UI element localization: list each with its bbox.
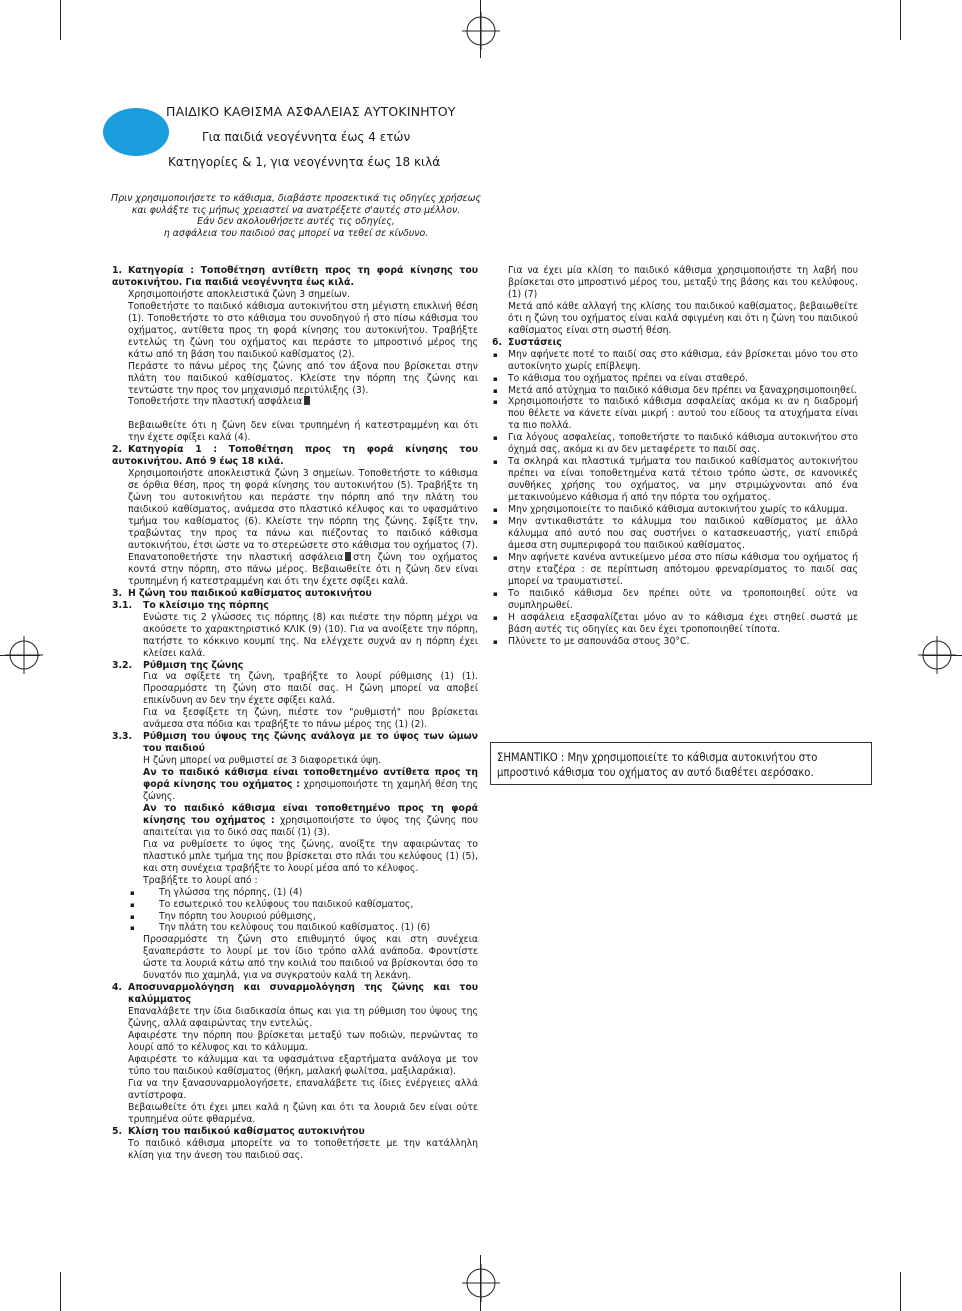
section-number: 3.3.	[112, 731, 133, 743]
section-number: 5.	[112, 1125, 123, 1137]
language-tab-marker	[103, 108, 169, 156]
list-item: ▪ Μην αφήνετε κανένα αντικείμενο μέσα στο πίσω κάθισμα του οχήματος ή στην εταζέρα : σε περίπτωση απότομου φρεναρίσματος το παιδί σας μπορεί να τραυματιστεί.	[492, 552, 858, 588]
registration-mark-bottom	[462, 1264, 500, 1302]
section-3-1-heading: Το κλείσιμο της πόρπης	[143, 599, 269, 611]
list-item: ▪ Μην αφήνετε ποτέ το παιδί σας στο κάθισμα, εάν βρίσκεται μόνο του στο αυτοκίνητο χωρίς επίβλεψη.	[492, 349, 858, 373]
section-3-2-heading: Ρύθμιση της ζώνης	[143, 659, 244, 671]
paragraph: Χρησιμοποιήστε αποκλειστικά ζώνη 3 σημείων.	[128, 288, 350, 300]
right-column	[492, 265, 858, 648]
intro-warning	[106, 193, 486, 239]
list-item: ▪ Μην αντικαθιστάτε το κάλυμμα του παιδικού καθίσματος με άλλο κάλυμμα από αυτό που σας συστήνει ο κατασκευαστής, γιατί επιδρά άμεσα στη συμπεριφορά του παιδικού καθίσματος.	[492, 516, 858, 552]
section-1-heading: Κατηγορία : Τοποθέτηση αντίθετη προς τη φορά κίνησης του αυτοκινήτου. Για παιδιά νεογέννητα έως κιλά.	[112, 265, 478, 288]
paragraph: Αφαιρέστε την πόρπη που βρίσκεται μεταξύ των ποδιών, περνώντας το λουρί από το κέλυφος και το κάλυμμα.	[128, 1030, 478, 1053]
list-item: ▪ Τη γλώσσα της πόρπης, (1) (4)	[112, 887, 478, 899]
trim-line	[900, 0, 901, 40]
list-item: ▪ Μετά από ατύχημα το παιδικό κάθισμα δεν πρέπει να ξαναχρησιμοποιηθεί.	[492, 385, 858, 397]
paragraph: χρησιμοποιήστε τη χαμηλή θέση της ζώνης.	[143, 779, 478, 802]
plastic-clip-icon	[345, 552, 351, 561]
registration-mark-right	[918, 636, 956, 674]
list-item: ▪ Τα σκληρά και πλαστικά τμήματα του παιδικού καθίσματος αυτοκινήτου πρέπει να είναι τοποθετημένα κατά τέτοιο τρόπο ώστε, σε κανονικές συνθήκες χρήσης του οχήματος, να μην στριμώχνονται από ένα μετακινούμενο κάθισμα ή από την πόρτα του οχήματος.	[492, 456, 858, 504]
intro-line: η ασφάλεια του παιδιού σας μπορεί να τεθεί σε κίνδυνο.	[163, 227, 429, 239]
section-4-heading: Αποσυναρμολόγηση και συναρμολόγηση της ζώνης και του καλύμματος	[128, 982, 478, 1006]
list-item: ▪ Η ασφάλεια εξασφαλίζεται μόνο αν το κάθισμα έχει στηθεί σωστά με βάση αυτές τις οδηγίες και δεν έχει τροποποιηθεί τίποτα.	[492, 612, 858, 636]
list-item: ▪ Το εσωτερικό του κελύφους του παιδικού καθίσματος,	[112, 899, 478, 911]
paragraph: Βεβαιωθείτε ότι έχει μπει καλά η ζώνη και ότι τα λουριά δεν είναι ούτε τρυπημένα ούτε φθαρμένα.	[128, 1101, 478, 1125]
category-line: Κατηγορίες & 1, για νεογέννητα έως 18 κιλά	[168, 155, 441, 169]
section-number: 3.1.	[112, 599, 133, 611]
paragraph: Ενώστε τις 2 γλώσσες τις πόρπης (8) και πιέστε την πόρπη μέχρι να ακούσετε το χαρακτηριστικό ΚΛΙΚ (9) (10). Για να ανοίξετε την πόρπη, πατήστε το κόκκινο κουμπί της. Να ελέγχετε συχνά αν η πόρπη έχει κλείσει καλά.	[143, 611, 478, 659]
paragraph: Βεβαιωθείτε ότι η ζώνη δεν είναι τρυπημένη ή κατεστραμμένη και ότι την έχετε σφίξει καλά (4).	[128, 420, 478, 444]
trim-line	[900, 1272, 901, 1311]
section-2-heading: Κατηγορία 1 : Τοποθέτηση προς τη φορά κίνησης του αυτοκινήτου. Από 9 έως 18 κιλά.	[112, 444, 478, 468]
important-notice-text: ΣΗΜΑΝΤΙΚΟ : Μην χρησιμοποιείτε το κάθισμα αυτοκινήτου στο μπροστινό κάθισμα του οχήματος αν αυτό διαθέτει αερόσακο.	[497, 751, 818, 779]
section-number: 4.	[112, 982, 123, 994]
section-3-heading: Η ζώνη του παιδικού καθίσματος αυτοκινήτου	[128, 587, 372, 599]
paragraph: στη ζώνη του οχήματος κοντά στην πόρπη, στο πάνω μέρος. Βεβαιωθείτε ότι η ζώνη δεν είναι τρυπημένη ή κατεστραμμένη και ότι την έχετε σφίξει καλά.	[128, 551, 478, 587]
bold-lead: Αν το παιδικό κάθισμα είναι τοποθετημένο αντίθετα προς τη φορά κίνησης του οχήματος :	[143, 767, 478, 791]
section-number: 3.2.	[112, 659, 133, 671]
list-item: ▪ Χρησιμοποιήστε το παιδικό κάθισμα ασφαλείας ακόμα κι αν η διαδρομή που θέλετε να κάνετε είναι μικρή : αυτού του είδους τα ατυχήματα είναι τα πιο πολλά.	[492, 396, 858, 432]
registration-mark-top	[462, 12, 500, 50]
paragraph: Το παιδικό κάθισμα μπορείτε να το τοποθετήσετε με την κατάλληλη κλίση για την άνεση του παιδιού σας.	[128, 1137, 478, 1161]
trim-line	[60, 1272, 61, 1311]
paragraph: Επαναλάβετε την ίδια διαδικασία όπως και για τη ρύθμιση του ύψους της ζώνης, αλλά αφαιρώντας την εντελώς.	[128, 1006, 478, 1030]
list-item: ▪ Μην χρησιμοποιείτε το παιδικό κάθισμα αυτοκινήτου χωρίς το κάλυμμα.	[492, 504, 858, 516]
section-3-3-heading: Ρύθμιση του ύψους της ζώνης ανάλογα με το ύψος των ώμων του παιδιού	[143, 731, 478, 755]
intro-line: και φυλάξτε τις μήπως χρειαστεί να ανατρέξετε σ'αυτές στο μέλλον.	[131, 204, 461, 216]
paragraph: Τοποθετήστε την πλαστική ασφάλεια	[128, 396, 303, 408]
paragraph: Για να ρυθμίσετε το ύψος της ζώνης, ανοίξτε την αφαιρώντας το πλαστικό μπλε τμήμα της που βρίσκεται στο πλάι του κελύφους (1) (5), και στη συνέχεια τραβήξτε το λουρί μέσα από το κέλυφος.	[143, 838, 478, 874]
paragraph: Για να έχει μία κλίση το παιδικό κάθισμα χρησιμοποιήστε τη λαβή που βρίσκεται στο μπροστινό μέρος του, μεταξύ της βάσης και του κελύφους. (1) (7)	[508, 265, 858, 300]
important-notice-box	[490, 742, 872, 785]
paragraph: Για να ξεσφίξετε τη ζώνη, πιέστε τον "ρυθμιστή" που βρίσκεται ανάμεσα στα πόδια και τραβήξτε το πάνω μέρος της (1) (2).	[143, 707, 478, 731]
list-item: ▪ Το παιδικό κάθισμα δεν πρέπει ούτε να τροποποιηθεί ούτε να συμπληρωθεί.	[492, 588, 858, 612]
paragraph: Για να την ξανασυναρμολογήσετε, επαναλάβετε τις ίδιες ενέργειες αλλά αντίστροφα.	[128, 1077, 478, 1101]
list-item: ▪ Την πλάτη του κελύφους του παιδικού καθίσματος. (1) (6)	[112, 922, 478, 934]
trim-line	[60, 0, 61, 40]
paragraph: Η ζώνη μπορεί να ρυθμιστεί σε 3 διαφορετικά ύψη.	[143, 755, 382, 767]
registration-mark-left	[5, 636, 43, 674]
list-item: ▪ Το κάθισμα του οχήματος πρέπει να είναι σταθερό.	[492, 373, 858, 385]
intro-line: Πριν χρησιμοποιήσετε το κάθισμα, διαβάστε προσεκτικά τις οδηγίες χρήσεως	[111, 193, 481, 204]
paragraph: Αφαιρέστε το κάλυμμα και τα υφασμάτινα εξαρτήματα ανάλογα με τον τύπο του παιδικού καθίσματος (θήκη, μαλακή φωλίτσα, μαξιλαράκια).	[128, 1053, 478, 1077]
list-item: ▪ Την πόρπη του λουριού ρύθμισης,	[112, 911, 478, 923]
paragraph: Προσαρμόστε τη ζώνη στο επιθυμητό ύψος και στη συνέχεια ξαναπεράστε το λουρί με τον ίδιο τρόπο αλλά ανάποδα. Φροντίστε ώστε τα λουριά κάτω από την κοιλιά του παιδιού να βρίσκονται όσο το δυνατόν πιο χαμηλά, για να συγκρατούν καλά τη λεκάνη.	[143, 934, 478, 982]
section-number: 2.	[112, 444, 123, 456]
left-column	[112, 265, 478, 1162]
section-number: 3.	[112, 587, 123, 599]
intro-line: Εάν δεν ακολουθήσετε αυτές τις οδηγίες,	[197, 216, 395, 228]
page-title: ΠΑΙΔΙΚΟ ΚΑΘΙΣΜΑ ΑΣΦΑΛΕΙΑΣ ΑΥΤΟΚΙΝΗΤΟΥ	[166, 104, 456, 119]
paragraph: Τραβήξτε το λουρί από :	[143, 874, 258, 886]
paragraph: Περάστε το πάνω μέρος της ζώνης από τον άξονα που βρίσκεται στην πλάτη του παιδικού καθίσματος. Κλείστε την πόρπη της ζώνης και τεντώστε την προς τον μηχανισμό περιτύλιξης (3).	[128, 360, 478, 396]
bold-lead: Αν το παιδικό κάθισμα είναι τοποθετημένο προς τη φορά κίνησης του οχήματος :	[143, 802, 478, 826]
section-number: 1.	[112, 265, 123, 276]
list-item: ▪ Πλύνετε το με σαπουνάδα στους 30°C.	[492, 636, 858, 648]
section-number: 6.	[492, 336, 503, 348]
paragraph: Μετά από κάθε αλλαγή της κλίσης του παιδικού καθίσματος, βεβαιωθείτε ότι η ζώνη του οχήματος είναι καλά σφιγμένη και ότι η ζώνη του παιδικού καθίσματος είναι στη σωστή θέση.	[508, 300, 858, 336]
section-6-heading: Συστάσεις	[508, 336, 562, 348]
paragraph: χρησιμοποιήστε το ύψος της ζώνης που απαιτείται για το δικό σας παιδί (1) (3).	[143, 814, 478, 838]
section-5-heading: Κλίση του παιδικού καθίσματος αυτοκινήτου	[128, 1125, 365, 1137]
paragraph: Για να σφίξετε τη ζώνη, τραβήξτε το λουρί ρύθμισης (1) (1). Προσαρμόστε τη ζώνη στο παιδί σας. Η ζώνη μπορεί να αποβεί επικίνδυνη αν δεν την έχετε σφίξει καλά.	[143, 671, 478, 707]
paragraph: Τοποθετήστε το παιδικό κάθισμα αυτοκινήτου στη μέγιστη επικλινή θέση (1). Τοποθετήστε το στο κάθισμα του συνοδηγού ή στο πίσω κάθισμα του οχήματος, αντίθετα προς τη φορά κίνησης του αυτοκινήτου. Τραβήξτε εντελώς τη ζώνη του οχήματος και περάστε το μπροστινό μέρος της κάτω από τη βάση του παιδικού καθίσματος (2).	[128, 300, 478, 360]
list-item: ▪ Για λόγους ασφαλείας, τοποθετήστε το παιδικό κάθισμα αυτοκινήτου στο όχημά σας, ακόμα κι αν δεν μεταφέρετε το παιδί σας.	[492, 432, 858, 456]
page-subtitle: Για παιδιά νεογέννητα έως 4 ετών	[202, 130, 411, 144]
paragraph: Χρησιμοποιήστε αποκλειστικά ζώνη 3 σημείων. Τοποθετήστε το κάθισμα σε όρθια θέση, προς τη φορά κίνησης του αυτοκινήτου (5). Τραβήξτε τη ζώνη του αυτοκινήτου και περάστε την πόρπη από την πλάτη του παιδικού καθίσματος, ανάμεσα στο πλαστικό κέλυφος και το υφασμάτινο τμήμα του καθίσματος (6). Κλείστε την πόρπη της ζώνης. Σφίξτε την, τραβώντας την προς τα πάνω και πιέζοντας το παιδικό κάθισμα αυτοκινήτου, έτσι ώστε να το στερεώσετε στο κάθισμα του οχήματος (7). Επανατοποθετήστε την πλαστική ασφάλεια	[128, 468, 478, 563]
plastic-clip-icon	[304, 396, 310, 405]
